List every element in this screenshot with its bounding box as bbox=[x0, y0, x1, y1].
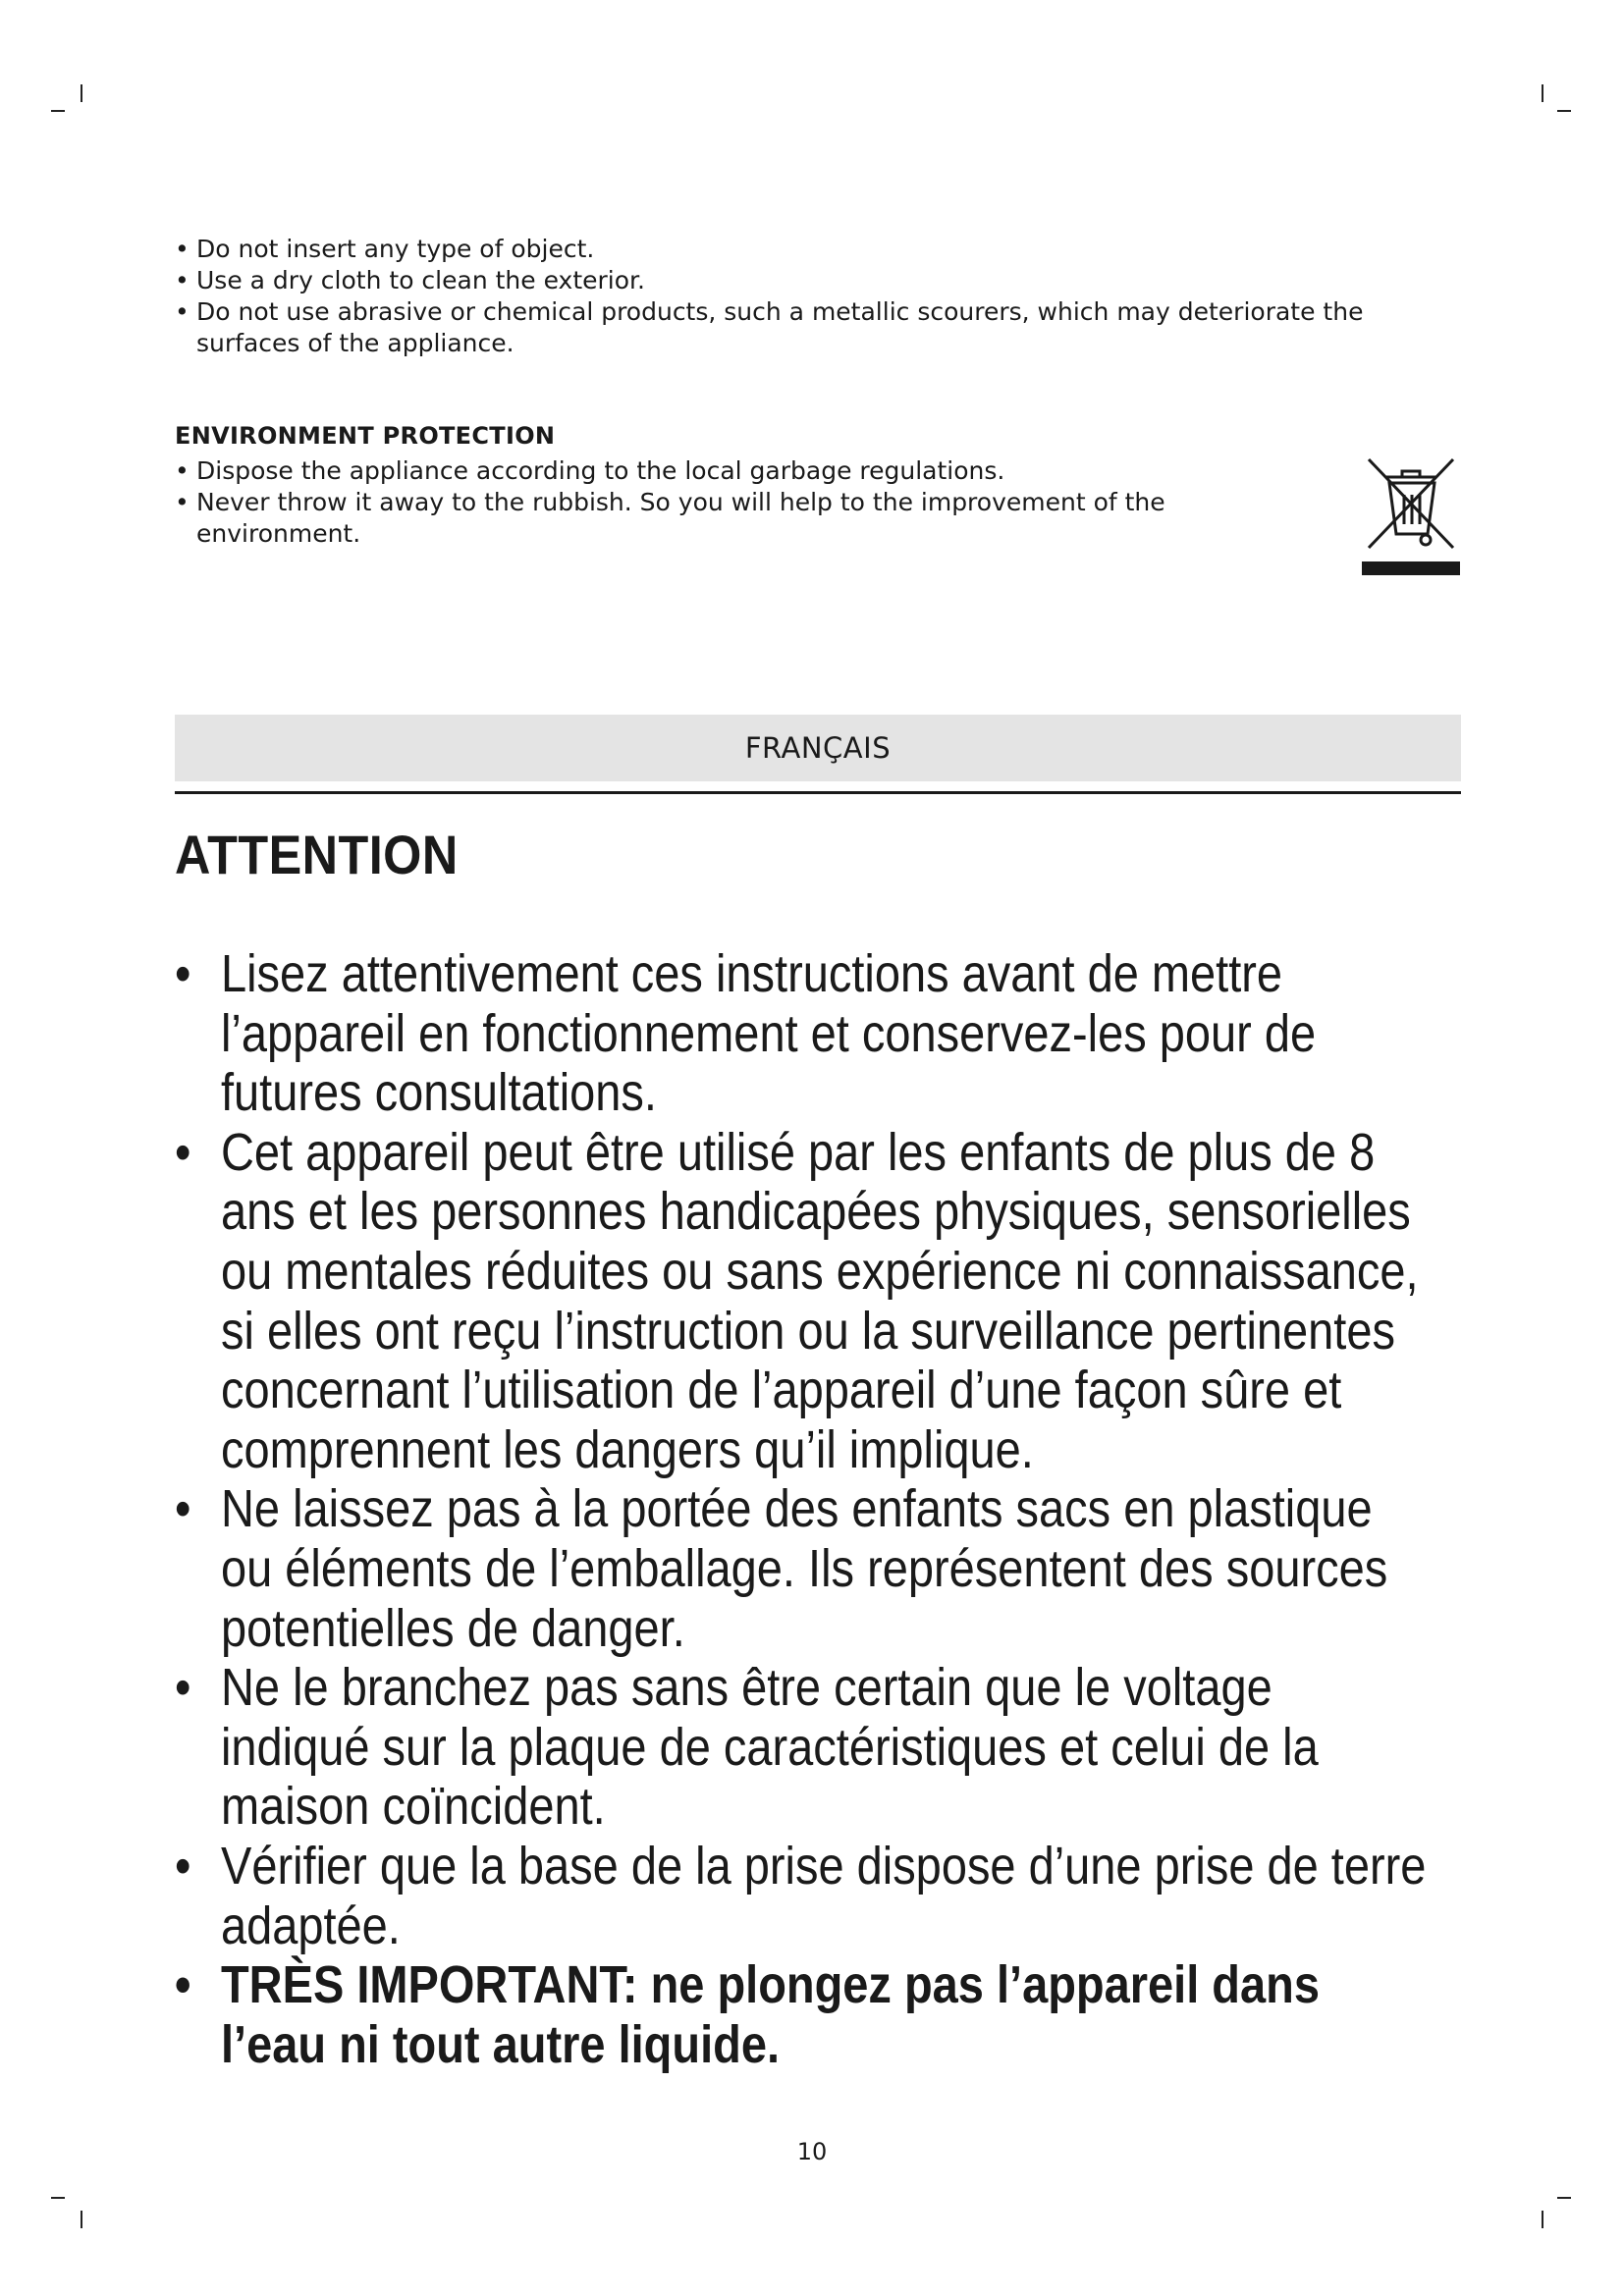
list-item: • Lisez attentivement ces instructions avant de mettre l’appareil en fonctionnement et conservez-les pour de futures consultations. bbox=[175, 944, 1431, 1123]
attention-instructions-list bbox=[175, 944, 1431, 2074]
list-item: • Ne le branchez pas sans être certain que le voltage indiqué sur la plaque de caractéristiques et celui de la maison coïncident. bbox=[175, 1658, 1431, 1837]
language-section-bar bbox=[175, 715, 1461, 781]
section-divider bbox=[175, 791, 1461, 794]
list-item: • Cet appareil peut être utilisé par les enfants de plus de 8 ans et les personnes handicapées physiques, sensorielles ou mentales réduites ou sans expérience ni connaissance, si elles ont reçu l’instruction ou la surveillance pertinentes concernant l’utilisation de l’appareil d’une façon sûre et comprennent les dangers qu’il implique. bbox=[175, 1123, 1431, 1480]
page-title: ATTENTION bbox=[175, 824, 459, 885]
list-item: • Vérifier que la base de la prise dispose d’une prise de terre adaptée. bbox=[175, 1837, 1431, 1955]
list-item: • Do not use abrasive or chemical products, such a metallic scourers, which may deteriorate the surfaces of the appliance. bbox=[175, 296, 1451, 359]
important-warning-item: • TRÈS IMPORTANT: ne plongez pas l’appareil dans l’eau ni tout autre liquide. bbox=[175, 1955, 1431, 2074]
page-number: 10 bbox=[796, 2138, 828, 2165]
environment-protection-heading: ENVIRONMENT PROTECTION bbox=[175, 422, 556, 450]
list-item: • Dispose the appliance according to the local garbage regulations. bbox=[175, 455, 1274, 487]
list-item: • Use a dry cloth to clean the exterior. bbox=[175, 265, 1451, 296]
environment-protection-list bbox=[175, 455, 1274, 550]
list-item: • Never throw it away to the rubbish. So you will help to the improvement of the environment. bbox=[175, 487, 1274, 550]
cleaning-instructions-list bbox=[175, 234, 1451, 359]
crossed-out-wheeled-bin-icon bbox=[1357, 450, 1465, 577]
list-item: • Do not insert any type of object. bbox=[175, 234, 1451, 265]
list-item: • Ne laissez pas à la portée des enfants sacs en plastique ou éléments de l’emballage. Ils représentent des sources potentielles de danger. bbox=[175, 1479, 1431, 1658]
language-label: FRANÇAIS bbox=[744, 731, 892, 765]
